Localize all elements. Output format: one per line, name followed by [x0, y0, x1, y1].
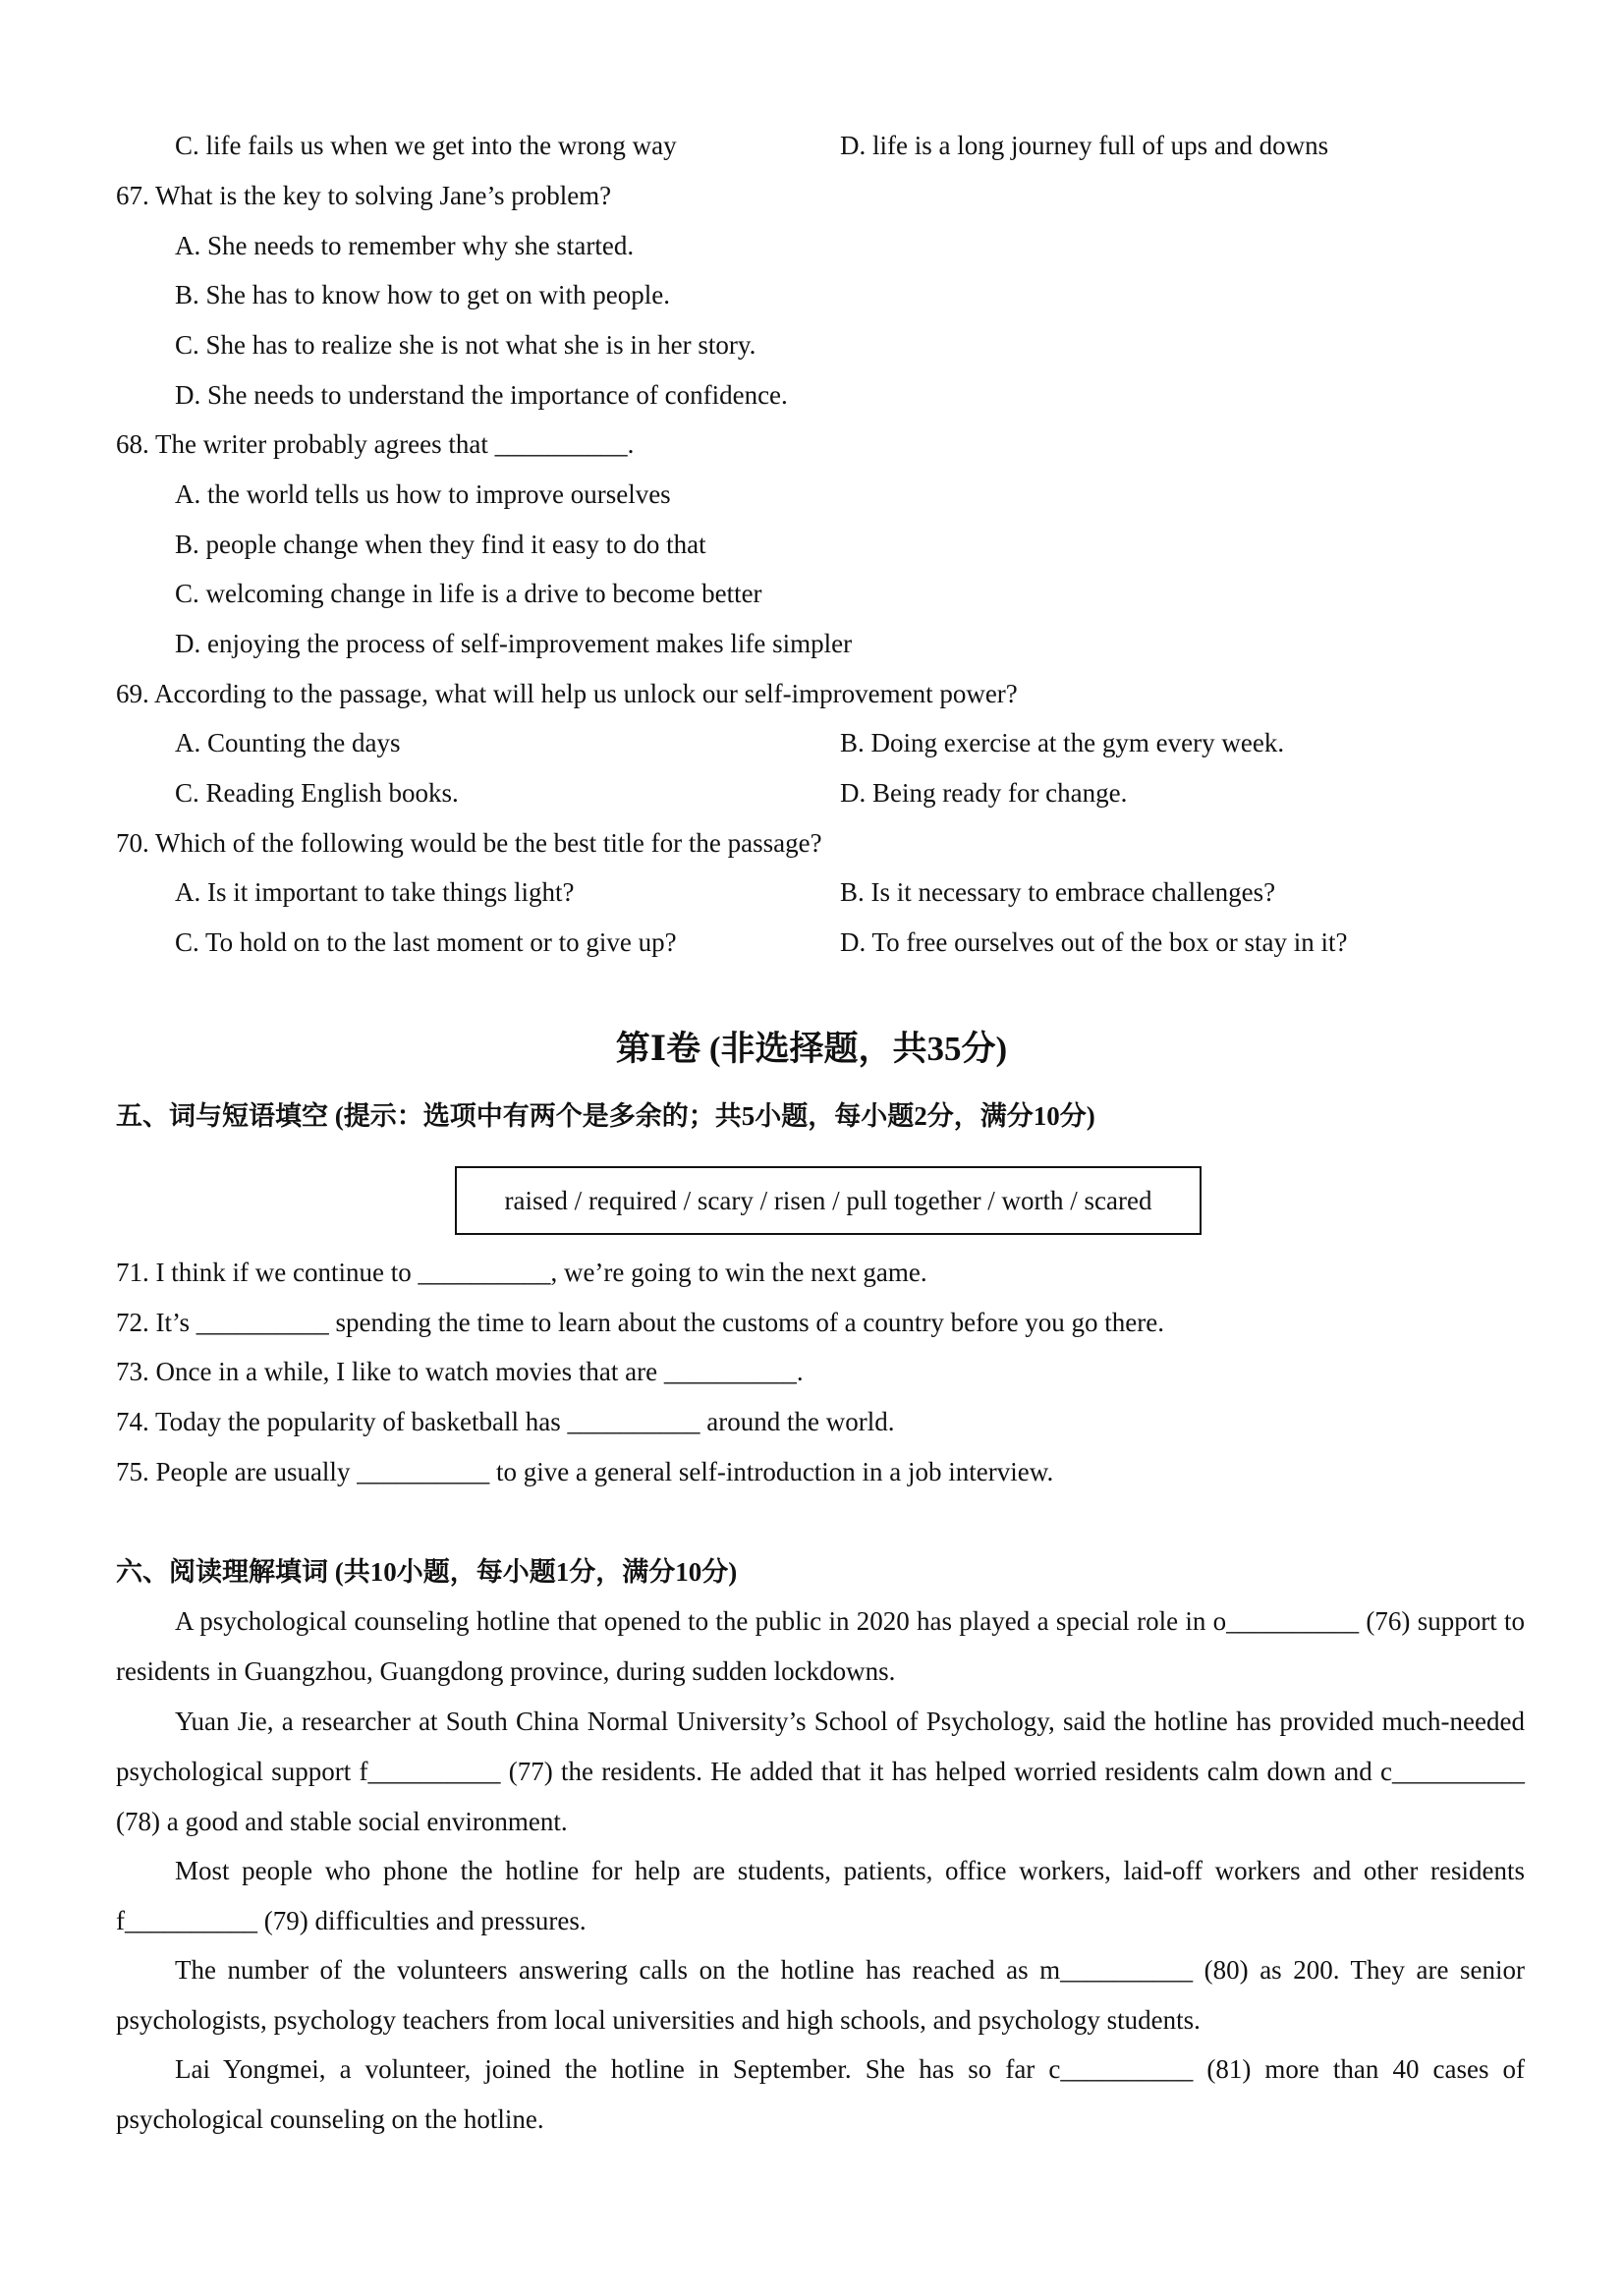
q69-option-a: A. Counting the days	[175, 728, 401, 757]
q71-item: 71. I think if we continue to __________, we’re going to win the next game.	[116, 1258, 927, 1287]
q67-option-c: C. She has to realize she is not what she is in her story.	[175, 330, 756, 360]
word-bank-box: raised / required / scary / risen / pull together / worth / scared	[455, 1166, 1202, 1235]
section5-title: 五、词与短语填空 (提示：选项中有两个是多余的；共5小题，每小题2分，满分10分)	[116, 1101, 1095, 1131]
q72-item: 72. It’s __________ spending the time to learn about the customs of a country before you go there.	[116, 1308, 1165, 1337]
q69-option-d: D. Being ready for change.	[840, 778, 1128, 808]
q75-item: 75. People are usually __________ to give a general self-introduction in a job interview.	[116, 1457, 1054, 1486]
q68-option-c: C. welcoming change in life is a drive to become better	[175, 579, 762, 608]
q73-item: 73. Once in a while, I like to watch movies that are __________.	[116, 1357, 804, 1386]
q67-stem: 67. What is the key to solving Jane’s problem?	[116, 181, 612, 210]
q74-item: 74. Today the popularity of basketball has __________ around the world.	[116, 1407, 895, 1436]
passage-paragraph-5: Lai Yongmei, a volunteer, joined the hotline in September. She has so far c__________ (81) more than 40 cases of psychological counseling on the hotline.	[116, 2054, 1525, 2134]
q69-option-c: C. Reading English books.	[175, 778, 459, 808]
q68-stem: 68. The writer probably agrees that __________.	[116, 429, 635, 459]
q70-option-b: B. Is it necessary to embrace challenges?	[840, 877, 1276, 907]
q70-option-a: A. Is it important to take things light?	[175, 877, 575, 907]
q70-option-d: D. To free ourselves out of the box or stay in it?	[840, 927, 1348, 957]
q69-stem: 69. According to the passage, what will help us unlock our self-improvement power?	[116, 679, 1018, 708]
q70-option-c: C. To hold on to the last moment or to give up?	[175, 927, 677, 957]
q67-option-a: A. She needs to remember why she started.	[175, 231, 635, 260]
part2-heading: 第Ⅰ卷 (非选择题，共35分)	[615, 1030, 1008, 1068]
passage-paragraph-4: The number of the volunteers answering calls on the hotline has reached as m__________ (80) as 200. They are senior psychologists, psychology teachers from local universities and high schools, and psychology students.	[116, 1955, 1525, 2035]
passage-paragraph-1: A psychological counseling hotline that opened to the public in 2020 has played a special role in o__________ (76) support to residents in Guangzhou, Guangdong province, during sudden lockdowns.	[116, 1606, 1525, 1686]
passage-paragraph-2: Yuan Jie, a researcher at South China Normal University’s School of Psychology, said the hotline has provided much-needed psychological support f__________ (77) the residents. He added that it has helped worried residents calm down and c__________ (78) a good and stable social environment.	[116, 1707, 1525, 1836]
q66-option-d: D. life is a long journey full of ups and downs	[840, 131, 1329, 160]
q69-option-b: B. Doing exercise at the gym every week.	[840, 728, 1285, 757]
q70-stem: 70. Which of the following would be the best title for the passage?	[116, 828, 822, 858]
q68-option-a: A. the world tells us how to improve ourselves	[175, 479, 671, 509]
passage-paragraph-3: Most people who phone the hotline for help are students, patients, office workers, laid-off workers and other residents f__________ (79) difficulties and pressures.	[116, 1856, 1525, 1935]
q66-option-c: C. life fails us when we get into the wrong way	[175, 131, 677, 160]
q68-option-b: B. people change when they find it easy to do that	[175, 530, 706, 559]
q67-option-b: B. She has to know how to get on with people.	[175, 280, 670, 309]
q68-option-d: D. enjoying the process of self-improvement makes life simpler	[175, 629, 853, 658]
section6-title: 六、阅读理解填词 (共10小题，每小题1分，满分10分)	[116, 1557, 738, 1587]
q67-option-d: D. She needs to understand the importance of confidence.	[175, 380, 788, 410]
